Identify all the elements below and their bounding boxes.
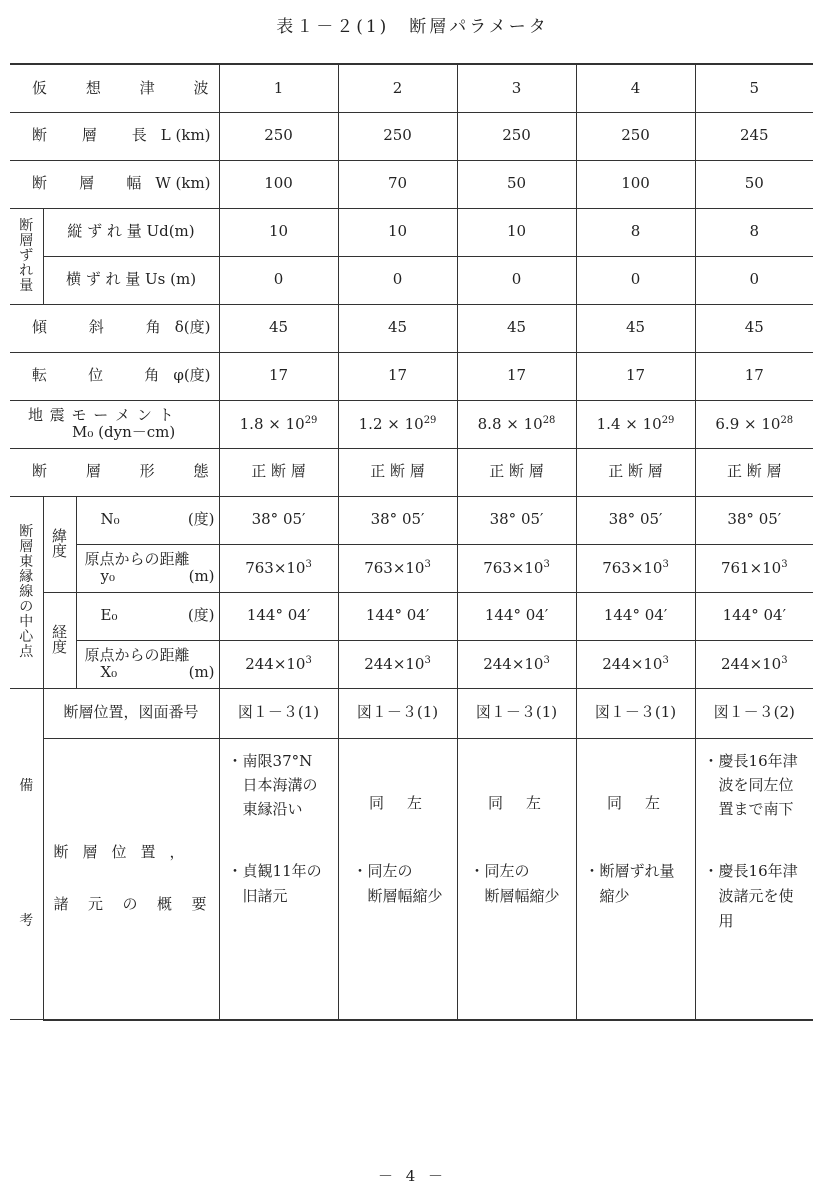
note-block-b (696, 847, 814, 934)
note-block-a (577, 739, 695, 847)
slip-value (219, 352, 338, 400)
cell-text: 144° 04′ (603, 606, 668, 625)
width-value (219, 160, 338, 208)
note-block-a (339, 739, 457, 847)
cell-text: 144° 04′ (722, 606, 786, 625)
row-dip (10, 304, 813, 352)
n0-value (695, 496, 813, 544)
y0-value (219, 544, 338, 592)
dip-value (576, 304, 695, 352)
note-block-b (577, 847, 695, 909)
note-line: 用 (718, 911, 734, 930)
note-block-a (458, 739, 576, 847)
label-char: 仮 (32, 78, 48, 97)
label-char: 津 (139, 78, 155, 97)
cell-text: 図１－３(1) (356, 703, 439, 722)
row-x0 (10, 640, 813, 688)
row-us (10, 256, 813, 304)
cell-text: 4 (630, 78, 641, 97)
label-char: 経 (51, 623, 67, 641)
cell-text: 1.8 × 10 (239, 414, 305, 433)
cell-text: 763×10 (364, 558, 425, 577)
label-dip (10, 304, 219, 352)
label-center-group (10, 496, 43, 688)
exponent: 29 (423, 414, 437, 426)
label-char: 形 (139, 462, 155, 481)
label-n0 (76, 496, 219, 544)
row-n0 (10, 496, 813, 544)
fig-value (338, 688, 457, 738)
page-number: － 4 － (377, 1167, 448, 1185)
exponent: 3 (424, 654, 431, 666)
x0-value (219, 640, 338, 688)
row-tsunami (10, 64, 813, 112)
unit-dip: δ(度) (174, 318, 211, 337)
ud-value (576, 208, 695, 256)
label-char: 縁 (19, 568, 34, 585)
label-char: の (19, 598, 34, 615)
label-char: 断 (53, 843, 69, 862)
label-char: 層 (82, 843, 98, 862)
x0-value (457, 640, 576, 688)
cell-text: 245 (739, 126, 769, 145)
ud-value (695, 208, 813, 256)
cell-text: 図１－３(1) (594, 703, 677, 722)
cell-text: 17 (744, 366, 764, 385)
cell-text: 図１－３(1) (237, 703, 320, 722)
row-e0 (10, 592, 813, 640)
note-line: 波を同左位 (718, 775, 794, 794)
label-ud: 縦 ず れ 量 Ud(m) (43, 208, 219, 256)
label-char: 斜 (88, 318, 104, 337)
y0-label-1: 原点からの距離 (84, 549, 190, 568)
us-value (695, 256, 813, 304)
col-id (457, 64, 576, 112)
note-block-b (339, 847, 457, 909)
ud-value (338, 208, 457, 256)
label-char: 傾 (32, 318, 48, 337)
slip-value (457, 352, 576, 400)
n0-value (457, 496, 576, 544)
fault-parameter-table (10, 63, 813, 1021)
label-x0 (76, 640, 219, 688)
slip-value (338, 352, 457, 400)
cell-text: 正 断 層 (489, 462, 544, 481)
label-gaiyou (43, 738, 219, 1020)
cell-text: 図１－３(1) (475, 703, 558, 722)
cell-text: 10 (268, 222, 289, 241)
label-char: 心 (19, 628, 34, 645)
row-fig (10, 688, 813, 738)
label-type (10, 448, 219, 496)
cell-text: 10 (387, 222, 408, 241)
note-line: ・同左の (352, 861, 413, 880)
cell-text: 0 (749, 270, 760, 289)
note-wrap (458, 739, 576, 1019)
exponent: 3 (543, 558, 550, 570)
row-ud (10, 208, 813, 256)
cell-text: 1.2 × 10 (358, 414, 424, 433)
label-moment (10, 400, 219, 448)
fig-value (219, 688, 338, 738)
label-char: 層 (81, 126, 97, 145)
label-fig: 断層位置，図面番号 (43, 688, 219, 738)
note-wrap (577, 739, 695, 1019)
width-value (457, 160, 576, 208)
label-zure-group (10, 208, 43, 304)
length-value (576, 112, 695, 160)
cell-text: 50 (744, 174, 764, 193)
label-char: 緯 (51, 527, 67, 545)
dip-value (338, 304, 457, 352)
cell-text: 17 (625, 366, 646, 385)
label-us: 横 ず れ 量 Us (m) (43, 256, 219, 304)
fig-value (457, 688, 576, 738)
cell-text: 45 (744, 318, 764, 337)
exponent: 3 (424, 558, 431, 570)
label-char: 度 (51, 638, 67, 656)
cell-text: 763×10 (602, 558, 663, 577)
label-lat-group (43, 496, 76, 592)
e0-value (219, 592, 338, 640)
cell-text: 0 (392, 270, 403, 289)
cell-text: 38° 05′ (370, 510, 425, 529)
exponent: 28 (780, 414, 794, 426)
note-cell (219, 738, 338, 1020)
label-char: 態 (193, 462, 209, 481)
exponent: 3 (781, 654, 788, 666)
note-cell (576, 738, 695, 1020)
cell-text: 250 (621, 126, 650, 145)
note-wrap (696, 739, 814, 1019)
label-char: 幅 (126, 174, 142, 193)
col-id (338, 64, 457, 112)
type-value (338, 448, 457, 496)
cell-text: 10 (506, 222, 527, 241)
label-char: 概 (157, 894, 173, 913)
exponent: 3 (662, 654, 669, 666)
label-char: 中 (19, 613, 34, 630)
cell-text: 38° 05′ (489, 510, 544, 529)
length-value (695, 112, 813, 160)
note-line: ・慶長16年津 (703, 861, 798, 880)
cell-text: 763×10 (245, 558, 306, 577)
cell-text: 0 (630, 270, 641, 289)
e0-value (695, 592, 813, 640)
note-line: ・南限37°N (227, 751, 313, 770)
cell-text: 1 (273, 78, 284, 97)
label-char: 量 (19, 277, 34, 294)
cell-text: 0 (273, 270, 284, 289)
row-slip (10, 352, 813, 400)
note-line: 旧諸元 (242, 886, 288, 905)
exponent: 3 (543, 654, 550, 666)
row-length (10, 112, 813, 160)
label-char: 層 (85, 462, 101, 481)
y0-value (457, 544, 576, 592)
x0-value (576, 640, 695, 688)
fig-value (695, 688, 813, 738)
label-char: ず (19, 247, 34, 264)
label-char: 転 (32, 366, 48, 385)
col-id (219, 64, 338, 112)
unit-length: L (km) (160, 126, 211, 145)
y0-unit: (m) (188, 567, 215, 585)
note-block-a (220, 739, 338, 847)
label-char: 要 (191, 894, 207, 913)
cell-text: 763×10 (483, 558, 544, 577)
note-wrap (220, 739, 338, 1019)
label-char: の (122, 894, 138, 913)
label-char: 角 (145, 318, 161, 337)
us-value (219, 256, 338, 304)
cell-text: 144° 04′ (484, 606, 549, 625)
cell-text: 45 (506, 318, 527, 337)
cell-text: 38° 05′ (251, 510, 306, 529)
y0-label-2: y₀ (100, 567, 115, 585)
length-value (219, 112, 338, 160)
label-char: 置 (140, 843, 156, 862)
label-char: 層 (19, 538, 34, 555)
exponent: 28 (542, 414, 556, 426)
note-block-b (458, 847, 576, 909)
cell-text: 0 (511, 270, 522, 289)
cell-text: 250 (264, 126, 293, 145)
width-value (338, 160, 457, 208)
exponent: 3 (781, 558, 788, 570)
unit-slip: φ(度) (173, 366, 211, 385)
label-char: 層 (79, 174, 95, 193)
cell-text: 45 (268, 318, 289, 337)
cell-text: 244×10 (364, 654, 425, 673)
cell-text: 100 (621, 174, 650, 193)
label-char: 点 (19, 643, 34, 660)
label-length (10, 112, 219, 160)
label-char: 元 (88, 894, 104, 913)
note-line: ・断層ずれ量 (584, 861, 675, 880)
cell-text: 45 (387, 318, 408, 337)
cell-text: 244×10 (245, 654, 306, 673)
cell-text: 250 (502, 126, 531, 145)
page-title: 表１－２(1) 断層パラメータ (276, 17, 549, 37)
row-type (10, 448, 813, 496)
label-char: 波 (193, 78, 209, 97)
moment-value (576, 400, 695, 448)
n0-label: N₀ (100, 510, 120, 529)
x0-value (338, 640, 457, 688)
label-char: 断 (19, 217, 34, 234)
type-value (576, 448, 695, 496)
note-line: 東縁沿い (242, 799, 303, 818)
cell-text: 正 断 層 (370, 462, 425, 481)
cell-text: 17 (506, 366, 527, 385)
exponent: 3 (662, 558, 669, 570)
width-value (695, 160, 813, 208)
note-cell (338, 738, 457, 1020)
e0-value (457, 592, 576, 640)
dip-value (457, 304, 576, 352)
label-char: 長 (131, 126, 147, 145)
label-biko (10, 688, 43, 1020)
row-notes (10, 738, 813, 1020)
n0-value (576, 496, 695, 544)
cell-text: 5 (749, 78, 760, 97)
note-line: 断層幅縮少 (367, 886, 443, 905)
note-line: 日本海溝の (242, 775, 318, 794)
e0-value (576, 592, 695, 640)
e0-value (338, 592, 457, 640)
note-line: 断層幅縮少 (484, 886, 560, 905)
note-block-b (220, 847, 338, 909)
length-value (457, 112, 576, 160)
exponent: 29 (304, 414, 318, 426)
dip-value (219, 304, 338, 352)
y0-value (695, 544, 813, 592)
x0-label-1: 原点からの距離 (84, 645, 190, 664)
note-block-a (696, 739, 814, 847)
note-line: 波諸元を使 (718, 886, 794, 905)
moment-value (219, 400, 338, 448)
cell-text: 45 (625, 318, 646, 337)
note-line: ・慶長16年津 (703, 751, 798, 770)
cell-text: 6.9 × 10 (715, 414, 781, 433)
note-line: 置まで南下 (718, 799, 794, 818)
label-char: 東 (19, 553, 34, 570)
cell-text: 50 (506, 174, 527, 193)
label-char: 断 (32, 174, 48, 193)
cell-text: 8 (749, 222, 760, 241)
cell-text: 正 断 層 (727, 462, 782, 481)
n0-value (219, 496, 338, 544)
n0-unit: (度) (187, 510, 215, 529)
cell-text: 図１－３(2) (713, 703, 795, 722)
ud-value (457, 208, 576, 256)
note-cell (695, 738, 813, 1020)
label-kasou (10, 64, 219, 112)
exponent: 29 (661, 414, 675, 426)
cell-text: 70 (387, 174, 408, 193)
cell-text: 1.4 × 10 (596, 414, 662, 433)
e0-unit: (度) (187, 606, 215, 625)
cell-text: 8 (630, 222, 641, 241)
cell-text: 8.8 × 10 (477, 414, 543, 433)
note-line: 縮少 (599, 886, 630, 905)
label-char: 断 (19, 523, 34, 540)
exponent: 3 (305, 558, 312, 570)
cell-text: 2 (392, 78, 403, 97)
label-char: 諸 (53, 894, 69, 913)
slip-value (695, 352, 813, 400)
note-cell (457, 738, 576, 1020)
us-value (338, 256, 457, 304)
cell-text: 正 断 層 (251, 462, 306, 481)
e0-label: E₀ (100, 606, 118, 625)
unit-width: W (km) (155, 174, 211, 193)
cell-text: 144° 04′ (246, 606, 311, 625)
cell-text: 正 断 層 (608, 462, 663, 481)
label-char: 考 (19, 912, 34, 929)
cell-text: 3 (511, 78, 522, 97)
cell-text: 244×10 (720, 654, 782, 673)
type-value (457, 448, 576, 496)
n0-value (338, 496, 457, 544)
note-line: ・貞観11年の (227, 861, 322, 880)
col-id (576, 64, 695, 112)
label-lon-group (43, 592, 76, 688)
label-char: 備 (19, 777, 34, 794)
x0-label-2: X₀ (100, 663, 118, 681)
ud-value (219, 208, 338, 256)
label-width (10, 160, 219, 208)
label-char: 角 (144, 366, 160, 385)
label-char: 層 (19, 232, 34, 249)
label-char: 想 (85, 78, 101, 97)
y0-value (338, 544, 457, 592)
cell-text: 250 (383, 126, 412, 145)
cell-text: 17 (268, 366, 289, 385)
label-char: 断 (32, 126, 48, 145)
note-line: 同 左 (369, 793, 427, 812)
moment-label-2: M₀ (dyn－cm) (72, 423, 176, 441)
cell-text: 761×10 (720, 558, 782, 577)
cell-text: 38° 05′ (608, 510, 663, 529)
row-width (10, 160, 813, 208)
label-char: 位 (111, 843, 127, 862)
moment-value (338, 400, 457, 448)
slip-value (576, 352, 695, 400)
label-char: 線 (19, 583, 34, 600)
cell-text: 100 (264, 174, 293, 193)
row-y0 (10, 544, 813, 592)
type-value (695, 448, 813, 496)
note-wrap (339, 739, 457, 1019)
fig-value (576, 688, 695, 738)
y0-value (576, 544, 695, 592)
x0-value (695, 640, 813, 688)
x0-unit: (m) (188, 663, 215, 681)
label-y0 (76, 544, 219, 592)
note-line: 同 左 (607, 793, 665, 812)
row-moment (10, 400, 813, 448)
cell-text: 17 (387, 366, 408, 385)
label-e0 (76, 592, 219, 640)
col-id (695, 64, 813, 112)
moment-label-1: 地 震 モ ー メ ン ト (28, 405, 175, 424)
moment-value (457, 400, 576, 448)
cell-text: 144° 04′ (365, 606, 430, 625)
label-char: 度 (51, 542, 67, 560)
exponent: 3 (305, 654, 312, 666)
label-char: ， (169, 843, 185, 862)
width-value (576, 160, 695, 208)
cell-text: 244×10 (602, 654, 663, 673)
us-value (576, 256, 695, 304)
note-line: ・同左の (469, 861, 530, 880)
dip-value (695, 304, 813, 352)
length-value (338, 112, 457, 160)
label-char: 断 (32, 462, 48, 481)
moment-value (695, 400, 813, 448)
cell-text: 244×10 (483, 654, 544, 673)
label-char: 位 (88, 366, 104, 385)
us-value (457, 256, 576, 304)
note-line: 同 左 (488, 793, 546, 812)
label-slip (10, 352, 219, 400)
type-value (219, 448, 338, 496)
label-char: れ (19, 262, 34, 279)
cell-text: 38° 05′ (727, 510, 782, 529)
